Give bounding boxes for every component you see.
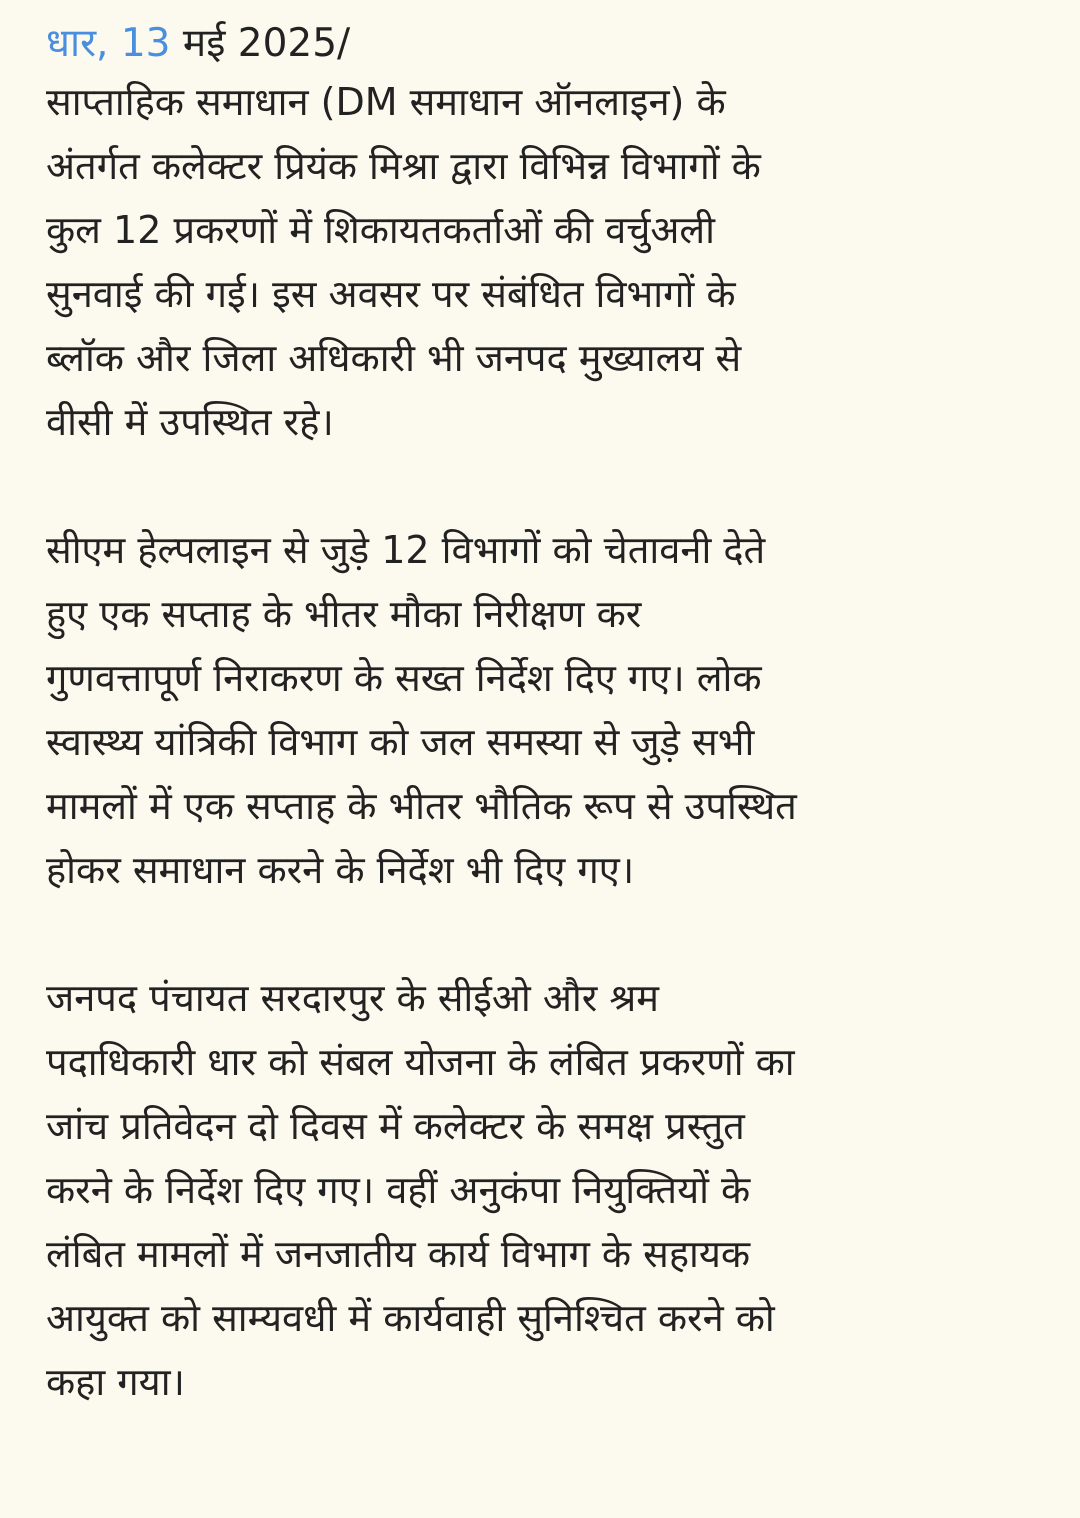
- paragraph-line: स्वास्थ्य यांत्रिकी विभाग को जल समस्या से जुड़े सभी: [46, 720, 755, 764]
- paragraph-line: मामलों में एक सप्ताह के भीतर भौतिक रूप से उपस्थित: [46, 784, 797, 828]
- dateline: [46, 18, 1040, 70]
- dateline-day[interactable]: 13: [120, 21, 171, 66]
- paragraph-line: अंतर्गत कलेक्टर प्रियंक मिश्रा द्वारा विभिन्न विभागों के: [46, 144, 761, 188]
- paragraph-line: सीएम हेल्पलाइन से जुड़े 12 विभागों को चेतावनी देते: [46, 528, 766, 572]
- paragraph-line: करने के निर्देश दिए गए। वहीं अनुकंपा नियुक्तियों के: [46, 1168, 751, 1212]
- paragraph-line: ब्लॉक और जिला अधिकारी भी जनपद मुख्यालय से: [46, 336, 742, 380]
- dateline-year: 2025/: [237, 21, 351, 66]
- paragraph-line: सुनवाई की गई। इस अवसर पर संबंधित विभागों के: [46, 272, 736, 316]
- paragraph-line: हुए एक सप्ताह के भीतर मौका निरीक्षण कर: [46, 592, 642, 636]
- dateline-place[interactable]: धार,: [46, 21, 109, 66]
- paragraph-line: जांच प्रतिवेदन दो दिवस में कलेक्टर के समक्ष प्रस्तुत: [46, 1104, 745, 1148]
- paragraph-line: कहा गया।: [46, 1360, 185, 1404]
- paragraph-line: वीसी में उपस्थित रहे।: [46, 400, 334, 444]
- paragraph-line: पदाधिकारी धार को संबल योजना के लंबित प्रकरणों का: [46, 1040, 795, 1084]
- paragraph-line: गुणवत्तापूर्ण निराकरण के सख्त निर्देश दिए गए। लोक: [46, 656, 762, 700]
- paragraph-line: साप्ताहिक समाधान (DM समाधान ऑनलाइन) के: [46, 80, 726, 124]
- paragraph-line: होकर समाधान करने के निर्देश भी दिए गए।: [46, 848, 635, 892]
- paragraph-2: [46, 518, 1040, 902]
- paragraph-line: लंबित मामलों में जनजातीय कार्य विभाग के सहायक: [46, 1232, 751, 1276]
- paragraph-line: जनपद पंचायत सरदारपुर के सीईओ और श्रम: [46, 976, 659, 1020]
- dateline-month: मई: [182, 21, 226, 66]
- paragraph-spacer: [46, 454, 1040, 518]
- paragraph-line: आयुक्त को साम्यवधी में कार्यवाही सुनिश्चित करने को: [46, 1296, 775, 1340]
- paragraph-1: [46, 70, 1040, 454]
- paragraph-line: कुल 12 प्रकरणों में शिकायतकर्ताओं की वर्चुअली: [46, 208, 716, 252]
- paragraph-3: [46, 966, 1040, 1414]
- paragraph-spacer: [46, 902, 1040, 966]
